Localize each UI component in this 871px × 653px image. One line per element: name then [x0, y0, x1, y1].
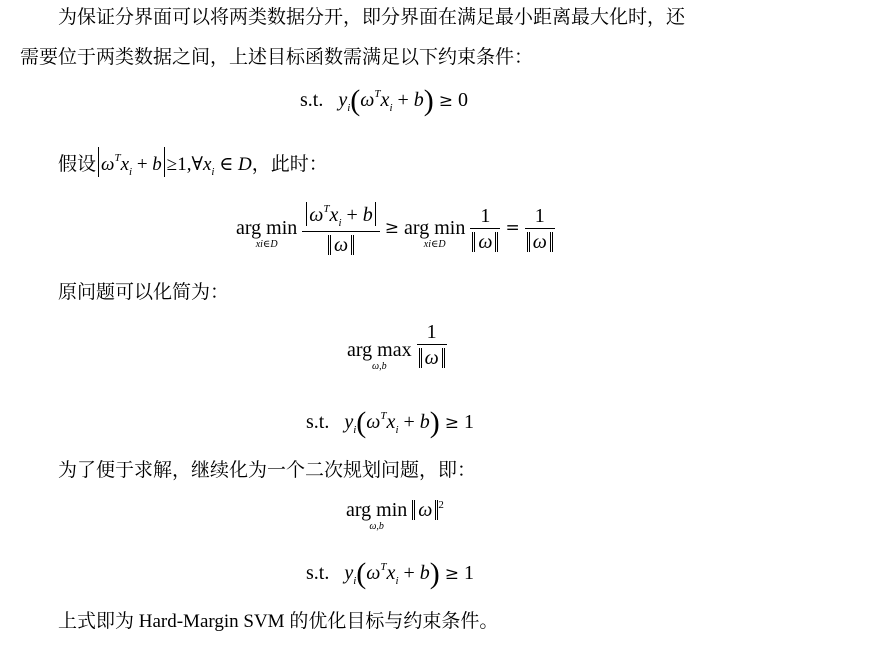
argmin-operator-3: arg min ω,b: [346, 499, 408, 532]
constraint-equation-1: s.t. $y_i(\omega^Tx_i + b) \ge 0$: [300, 84, 469, 117]
paragraph-3: 原问题可以化简为：: [58, 282, 230, 303]
reciprocal-norm-fraction-1: $\frac{1}{\omega}$: [470, 206, 500, 252]
argmin-inequality-equation: arg min xi∈D $\frac{\omega^Tx_i + b}{\omega}$ ≥ arg min xi∈D $\frac{1}{\omega}$ = $\frac{1}{\omega}$: [236, 202, 555, 255]
reciprocal-norm-fraction-2: $\frac{1}{\omega}$: [525, 206, 555, 252]
argmax-operator: arg max ω,b: [347, 339, 412, 372]
argmax-fraction: $\frac{1}{\omega}$: [417, 322, 447, 368]
paragraph-1-line-2: 需要位于两类数据之间，上述目标函数需满足以下约束条件：: [20, 47, 534, 68]
argmin-operator-2: arg min xi∈D: [404, 217, 466, 250]
constraint-equation-3: s.t. $y_i(\omega^Tx_i + b) \ge 1$: [306, 557, 475, 590]
constraint-equation-2: s.t. $y_i(\omega^Tx_i + b) \ge 1$: [306, 406, 475, 439]
argmax-objective-equation: [347, 322, 447, 372]
paragraph-5: 上式即为 Hard-Margin SVM 的优化目标与约束条件。: [58, 611, 499, 632]
paragraph-4: 为了便于求解，继续化为一个二次规划问题，即：: [58, 460, 477, 481]
paragraph-2: 假设 $\omega^Tx_i + b$ $\ge 1,\forall x_i$ ∈ D，此时：: [58, 146, 328, 184]
paragraph-1-line-1: 为保证分界面可以将两类数据分开，即分界面在满足最小距离最大化时，还: [58, 7, 686, 28]
distance-fraction: $\frac{\omega^Tx_i + b}{\omega}$: [302, 202, 379, 255]
argmin-operator-1: arg min xi∈D: [236, 217, 298, 250]
argmin-quadratic-objective-equation: arg min ω,b ω $^2$: [346, 499, 444, 532]
